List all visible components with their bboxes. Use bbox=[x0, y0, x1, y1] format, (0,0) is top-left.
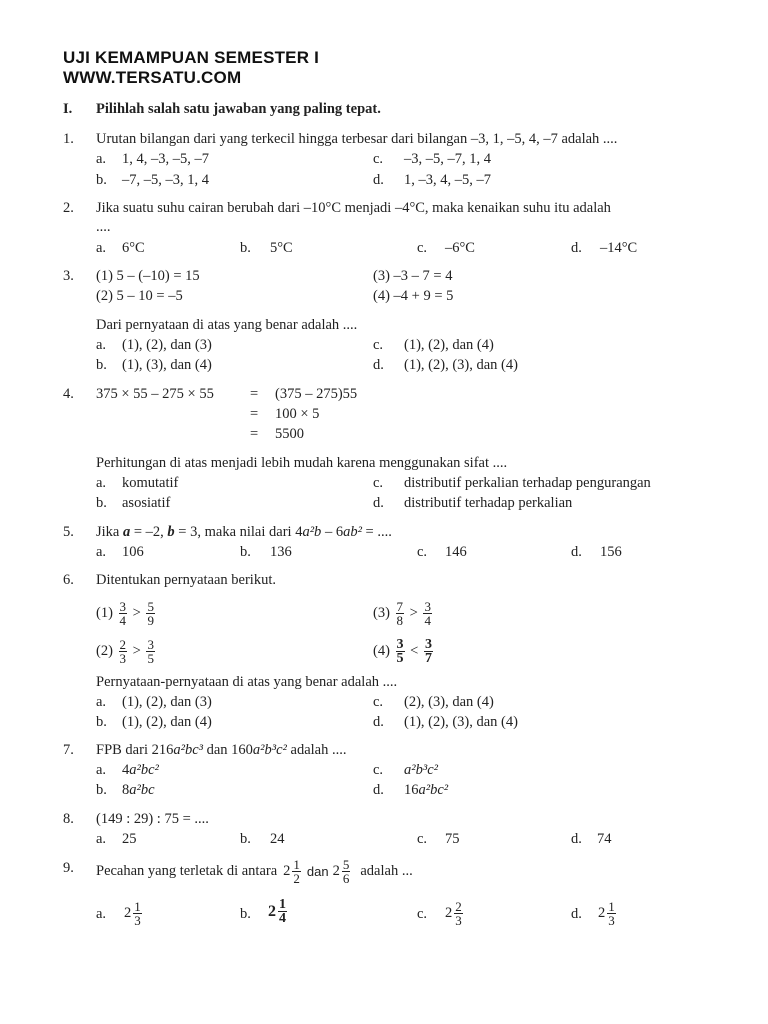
q4-line-1-left: 375 × 55 – 275 × 55 bbox=[96, 386, 214, 402]
denominator: 7 bbox=[424, 651, 432, 666]
q5-option-d: 156 bbox=[600, 544, 622, 560]
q3-option-b-letter: b. bbox=[96, 357, 107, 373]
question-9-number: 9. bbox=[63, 860, 74, 876]
q9-text-part: Pecahan yang terletak di antara bbox=[96, 863, 278, 879]
q6-option-b-letter: b. bbox=[96, 714, 107, 730]
q7-expr-2: a²b³c² bbox=[252, 742, 287, 758]
q5-option-b-letter: b. bbox=[240, 544, 251, 560]
q6-s3-label: (3) bbox=[373, 604, 390, 621]
q6-statement-1 bbox=[96, 600, 157, 627]
question-3-text: Dari pernyataan di atas yang benar adalah .... bbox=[96, 317, 358, 333]
fraction bbox=[292, 858, 301, 885]
q5-option-b: 136 bbox=[270, 544, 292, 560]
q7-expr-1: a²bc³ bbox=[173, 742, 203, 758]
q1-option-a-letter: a. bbox=[96, 151, 107, 167]
section-title: Pilihlah salah satu jawaban yang paling tepat. bbox=[96, 101, 381, 117]
q6-option-c: (2), (3), dan (4) bbox=[404, 694, 494, 710]
denominator: 5 bbox=[147, 651, 154, 666]
q4-option-b-letter: b. bbox=[96, 495, 107, 511]
fraction bbox=[146, 638, 155, 665]
q3-statement-4: (4) –4 + 9 = 5 bbox=[373, 288, 454, 304]
numerator: 1 bbox=[134, 899, 141, 914]
comparison-operator: < bbox=[410, 642, 419, 659]
comparison-operator: > bbox=[132, 604, 141, 621]
numerator: 5 bbox=[342, 857, 350, 872]
whole-part: 2 bbox=[268, 902, 276, 920]
q7-option-d-letter: d. bbox=[373, 782, 384, 798]
question-4-number: 4. bbox=[63, 386, 74, 402]
q2-option-d: –14°C bbox=[600, 240, 638, 256]
question-3-number: 3. bbox=[63, 268, 74, 284]
question-2-text: Jika suatu suhu cairan berubah dari –10°C menjadi –4°C, maka kenaikan suhu itu adalah bbox=[96, 200, 611, 216]
fraction bbox=[396, 600, 405, 627]
q2-option-a: 6°C bbox=[122, 240, 145, 256]
q1-option-a: 1, 4, –3, –5, –7 bbox=[122, 151, 209, 167]
q7-option-b bbox=[122, 782, 155, 799]
q2-option-b: 5°C bbox=[270, 240, 293, 256]
numerator: 2 bbox=[455, 899, 462, 914]
numerator: 1 bbox=[293, 857, 300, 872]
fraction bbox=[423, 600, 432, 627]
fraction bbox=[396, 638, 405, 665]
q6-option-a-letter: a. bbox=[96, 694, 107, 710]
q3-option-b: (1), (3), dan (4) bbox=[122, 357, 212, 373]
fraction bbox=[278, 898, 287, 925]
section-number: I. bbox=[63, 101, 73, 117]
denominator: 3 bbox=[134, 913, 141, 928]
q5-text-part: – 6 bbox=[321, 524, 344, 540]
term: a²bc² bbox=[129, 762, 159, 778]
q6-statement-2 bbox=[96, 638, 157, 665]
comparison-operator: > bbox=[409, 604, 418, 621]
numerator: 2 bbox=[119, 637, 127, 652]
q5-text-part: = 3, maka nilai dari 4 bbox=[174, 524, 303, 540]
comparison-operator: > bbox=[132, 642, 141, 659]
question-5-number: 5. bbox=[63, 524, 74, 540]
whole-part: 2 bbox=[332, 863, 340, 879]
q8-option-c-letter: c. bbox=[417, 831, 428, 847]
question-1-number: 1. bbox=[63, 131, 74, 147]
term: a²b³c² bbox=[404, 762, 438, 778]
q3-statement-3: (3) –3 – 7 = 4 bbox=[373, 268, 453, 284]
denominator: 8 bbox=[396, 613, 404, 628]
numerator: 5 bbox=[147, 599, 154, 614]
q5-var-b: b bbox=[167, 524, 175, 540]
q4-option-c-letter: c. bbox=[373, 475, 384, 491]
q8-option-d: 74 bbox=[597, 831, 612, 847]
fraction bbox=[146, 600, 155, 627]
q5-var-a: a bbox=[122, 524, 131, 540]
denominator: 3 bbox=[608, 913, 615, 928]
denominator: 9 bbox=[147, 613, 154, 628]
question-5-text bbox=[96, 524, 392, 541]
page-title: UJI KEMAMPUAN SEMESTER I bbox=[63, 48, 320, 67]
q6-statement-3 bbox=[373, 600, 434, 627]
fraction bbox=[119, 600, 128, 627]
q5-text-part: = –2, bbox=[130, 524, 168, 540]
q9-option-d-letter: d. bbox=[571, 906, 582, 922]
q3-option-c-letter: c. bbox=[373, 337, 384, 353]
question-2-text-cont: .... bbox=[96, 219, 111, 235]
fraction bbox=[133, 900, 142, 927]
question-6-text-2: Pernyataan-pernyataan di atas yang benar adalah .... bbox=[96, 674, 398, 690]
numerator: 7 bbox=[396, 599, 404, 614]
q3-option-a-letter: a. bbox=[96, 337, 107, 353]
numerator: 3 bbox=[147, 637, 154, 652]
mixed-number bbox=[268, 898, 289, 925]
q8-option-a: 25 bbox=[122, 831, 137, 847]
q3-option-a: (1), (2), dan (3) bbox=[122, 337, 212, 353]
q6-option-c-letter: c. bbox=[373, 694, 384, 710]
q2-option-c: –6°C bbox=[445, 240, 475, 256]
q6-option-b: (1), (2), dan (4) bbox=[122, 714, 212, 730]
q1-option-d-letter: d. bbox=[373, 172, 384, 188]
fraction bbox=[424, 638, 433, 665]
q7-option-c-letter: c. bbox=[373, 762, 384, 778]
mixed-number bbox=[283, 858, 303, 885]
numerator: 1 bbox=[279, 897, 286, 912]
q9-text-dan: dan bbox=[306, 864, 329, 879]
q9-option-a bbox=[124, 900, 144, 927]
question-7-number: 7. bbox=[63, 742, 74, 758]
q7-option-a-letter: a. bbox=[96, 762, 107, 778]
q1-option-d: 1, –3, 4, –5, –7 bbox=[404, 172, 491, 188]
q5-expr-1: a²b bbox=[302, 524, 322, 540]
q8-option-c: 75 bbox=[445, 831, 460, 847]
q3-option-d: (1), (2), (3), dan (4) bbox=[404, 357, 518, 373]
q6-s1-label: (1) bbox=[96, 604, 113, 621]
q7-option-c bbox=[404, 762, 438, 779]
denominator: 3 bbox=[455, 913, 462, 928]
q7-option-a bbox=[122, 762, 159, 779]
q4-equals-2: = bbox=[250, 406, 259, 422]
q1-option-c-letter: c. bbox=[373, 151, 384, 167]
q2-option-c-letter: c. bbox=[417, 240, 428, 256]
term: a²bc² bbox=[418, 782, 449, 798]
fraction bbox=[454, 900, 463, 927]
numerator: 1 bbox=[608, 899, 615, 914]
numerator: 3 bbox=[396, 637, 404, 652]
q8-option-b-letter: b. bbox=[240, 831, 251, 847]
q9-text-part: adalah ... bbox=[360, 863, 413, 879]
question-4-text: Perhitungan di atas menjadi lebih mudah karena menggunakan sifat .... bbox=[96, 455, 508, 471]
term: a²bc bbox=[129, 782, 155, 798]
numerator: 3 bbox=[119, 599, 127, 614]
q7-text-part: adalah .... bbox=[286, 742, 347, 758]
denominator: 2 bbox=[293, 871, 300, 886]
q4-line-3: 5500 bbox=[275, 426, 304, 442]
q1-option-c: –3, –5, –7, 1, 4 bbox=[404, 151, 491, 167]
q4-option-d-letter: d. bbox=[373, 495, 384, 511]
q4-line-2: 100 × 5 bbox=[275, 406, 320, 422]
denominator: 4 bbox=[119, 613, 127, 628]
mixed-number bbox=[598, 900, 618, 927]
question-2-number: 2. bbox=[63, 200, 74, 216]
question-8-number: 8. bbox=[63, 811, 74, 827]
q4-option-b: asosiatif bbox=[122, 495, 171, 511]
question-7-text bbox=[96, 742, 347, 759]
mixed-number bbox=[445, 900, 465, 927]
q5-option-a: 106 bbox=[122, 544, 144, 560]
question-8-text: (149 : 29) : 75 = .... bbox=[96, 811, 209, 827]
whole-part: 2 bbox=[598, 905, 606, 921]
q9-option-a-letter: a. bbox=[96, 906, 107, 922]
q9-option-b bbox=[268, 898, 289, 925]
q5-text-part: Jika bbox=[96, 524, 123, 540]
q8-option-d-letter: d. bbox=[571, 831, 582, 847]
q7-option-d bbox=[404, 782, 448, 799]
whole-part: 2 bbox=[283, 863, 291, 879]
q5-text-part: = .... bbox=[361, 524, 392, 540]
q2-option-a-letter: a. bbox=[96, 240, 107, 256]
question-6-text: Ditentukan pernyataan berikut. bbox=[96, 572, 276, 588]
q9-option-b-letter: b. bbox=[240, 906, 251, 922]
question-9-text bbox=[96, 858, 413, 885]
q3-option-c: (1), (2), dan (4) bbox=[404, 337, 494, 353]
numerator: 3 bbox=[424, 599, 431, 614]
q6-statement-4 bbox=[373, 638, 435, 665]
coefficient: 4 bbox=[122, 762, 130, 778]
q8-option-a-letter: a. bbox=[96, 831, 107, 847]
q3-option-d-letter: d. bbox=[373, 357, 384, 373]
mixed-number bbox=[333, 858, 353, 885]
q5-option-a-letter: a. bbox=[96, 544, 107, 560]
denominator: 4 bbox=[279, 911, 286, 926]
denominator: 6 bbox=[342, 871, 350, 886]
q5-expr-2: ab² bbox=[343, 524, 362, 540]
whole-part: 2 bbox=[124, 905, 132, 921]
denominator: 5 bbox=[396, 651, 404, 666]
q5-option-c-letter: c. bbox=[417, 544, 428, 560]
q7-text-part: dan 160 bbox=[202, 742, 253, 758]
q1-option-b-letter: b. bbox=[96, 172, 107, 188]
q6-option-a: (1), (2), dan (3) bbox=[122, 694, 212, 710]
q1-option-b: –7, –5, –3, 1, 4 bbox=[122, 172, 209, 188]
question-6-number: 6. bbox=[63, 572, 74, 588]
q4-option-a: komutatif bbox=[122, 475, 179, 491]
coefficient: 8 bbox=[122, 782, 130, 798]
q7-text-part: FPB dari 216 bbox=[96, 742, 174, 758]
q4-equals-3: = bbox=[250, 426, 259, 442]
question-1-text: Urutan bilangan dari yang terkecil hingga terbesar dari bilangan –3, 1, –5, 4, –7 adalah .... bbox=[96, 131, 618, 147]
q4-option-c: distributif perkalian terhadap pengurangan bbox=[404, 475, 651, 491]
whole-part: 2 bbox=[445, 905, 453, 921]
q6-option-d: (1), (2), (3), dan (4) bbox=[404, 714, 518, 730]
denominator: 4 bbox=[424, 613, 431, 628]
q9-option-c bbox=[445, 900, 465, 927]
q4-option-d: distributif terhadap perkalian bbox=[404, 495, 573, 511]
q4-equals-1: = bbox=[250, 386, 259, 402]
fraction bbox=[342, 858, 351, 885]
q6-s2-label: (2) bbox=[96, 642, 113, 659]
q4-line-1-right: (375 – 275)55 bbox=[275, 386, 358, 402]
denominator: 3 bbox=[119, 651, 127, 666]
fraction bbox=[119, 638, 128, 665]
fraction bbox=[607, 900, 616, 927]
q5-option-c: 146 bbox=[445, 544, 467, 560]
q7-option-b-letter: b. bbox=[96, 782, 107, 798]
q2-option-b-letter: b. bbox=[240, 240, 251, 256]
site-url: WWW.TERSATU.COM bbox=[63, 68, 242, 87]
q5-option-d-letter: d. bbox=[571, 544, 582, 560]
q3-statement-2: (2) 5 – 10 = –5 bbox=[96, 288, 183, 304]
q8-option-b: 24 bbox=[270, 831, 285, 847]
q9-option-c-letter: c. bbox=[417, 906, 428, 922]
coefficient: 16 bbox=[404, 782, 419, 798]
mixed-number bbox=[124, 900, 144, 927]
q6-s4-label: (4) bbox=[373, 642, 390, 659]
numerator: 3 bbox=[424, 637, 432, 652]
q2-option-d-letter: d. bbox=[571, 240, 582, 256]
q4-option-a-letter: a. bbox=[96, 475, 107, 491]
q3-statement-1: (1) 5 – (–10) = 15 bbox=[96, 268, 200, 284]
q6-option-d-letter: d. bbox=[373, 714, 384, 730]
q9-option-d bbox=[598, 900, 618, 927]
